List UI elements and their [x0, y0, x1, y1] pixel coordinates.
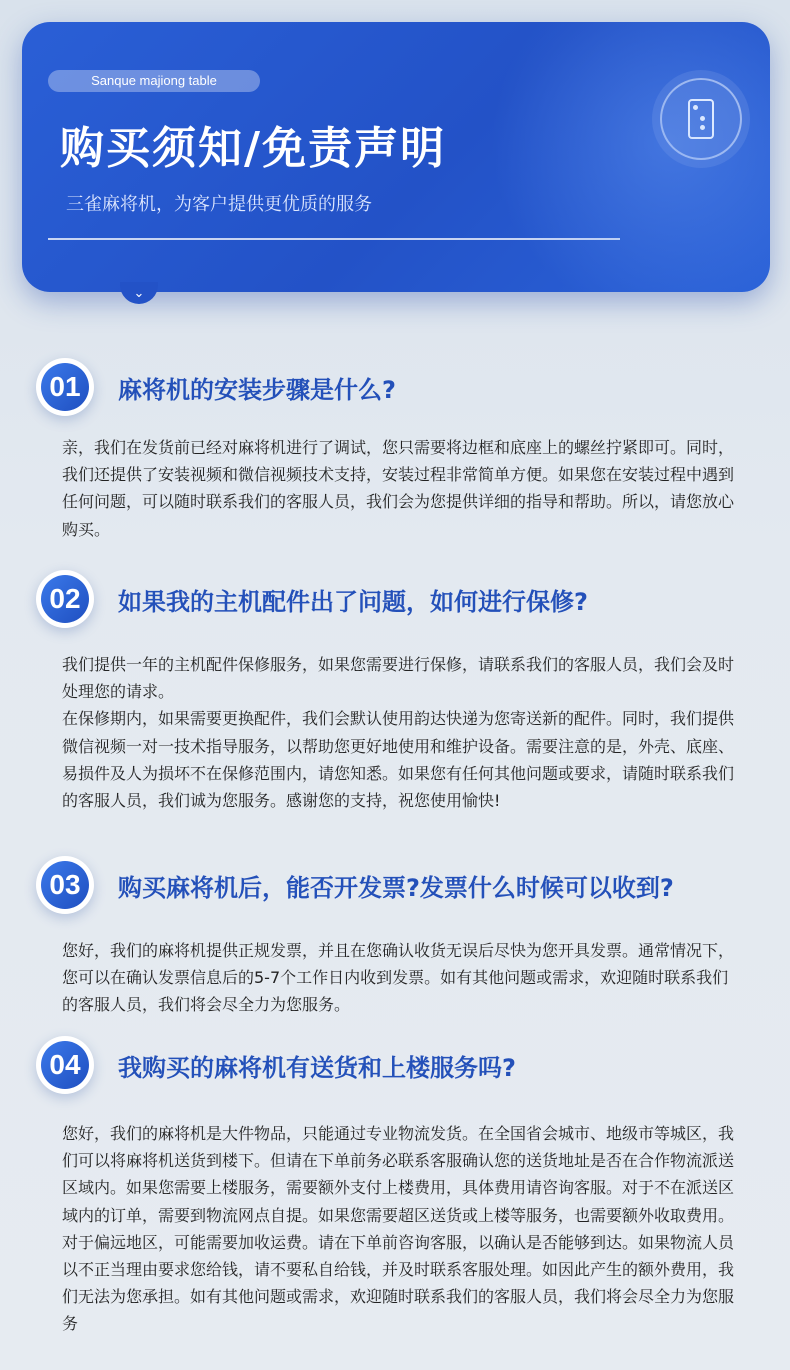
- number-badge: [36, 358, 94, 416]
- number-badge-label: 01: [41, 363, 89, 411]
- faq-answer: [62, 1120, 742, 1338]
- faq-answer: [62, 651, 742, 814]
- faq-question: 麻将机的安装步骤是什么?: [118, 376, 396, 404]
- faq-question: 购买麻将机后，能否开发票?发票什么时候可以收到?: [118, 874, 674, 902]
- page-title: 购买须知/免责声明: [60, 123, 447, 174]
- answer-paragraph: 在保修期内，如果需要更换配件，我们会默认使用韵达快递为您寄送新的配件。同时，我们提供微信视频一对一技术指导服务，以帮助您更好地使用和维护设备。需要注意的是，外壳、底座、易损件及人为损坏不在保修范围内，请您知悉。如果您有任何其他问题或要求，请随时联系我们的客服人员，我们诚为您服务。感谢您的支持，祝您使用愉快!: [62, 709, 735, 811]
- number-badge-label: 04: [41, 1041, 89, 1089]
- faq-question: 如果我的主机配件出了问题，如何进行保修?: [118, 588, 588, 616]
- answer-paragraph: 您好，我们的麻将机提供正规发票，并且在您确认收货无误后尽快为您开具发票。通常情况下，您可以在确认发票信息后的5-7个工作日内收到发票。如有其他问题或需求，欢迎随时联系我们的客服人员，我们将会尽全力为您服务。: [62, 941, 735, 1015]
- header-divider: [48, 238, 620, 240]
- brand-english-label: Sanque majiong table: [48, 70, 260, 92]
- answer-paragraph: 我们提供一年的主机配件保修服务，如果您需要进行保修，请联系我们的客服人员，我们会及时处理您的请求。: [62, 655, 735, 702]
- number-badge-label: 03: [41, 861, 89, 909]
- faq-answer: [62, 937, 742, 1019]
- chevron-down-icon: ⌄: [120, 282, 158, 304]
- number-badge: [36, 1036, 94, 1094]
- mahjong-tile-icon: [660, 78, 742, 160]
- answer-paragraph: 亲，我们在发货前已经对麻将机进行了调试，您只需要将边框和底座上的螺丝拧紧即可。同时，我们还提供了安装视频和微信视频技术支持，安装过程非常简单方便。如果您在安装过程中遇到任何问题，可以随时联系我们的客服人员，我们会为您提供详细的指导和帮助。所以，请您放心购买。: [62, 438, 735, 539]
- answer-paragraph: 您好，我们的麻将机是大件物品，只能通过专业物流发货。在全国省会城市、地级市等城区，我们可以将麻将机送货到楼下。但请在下单前务必联系客服确认您的送货地址是否在合作物流派送区域内。如果您需要上楼服务，需要额外支付上楼费用，具体费用请咨询客服。对于不在派送区域内的订单，需要到物流网点自提。如果您需要超区送货或上楼等服务，也需要额外收取费用。对于偏远地区，可能需要加收运费。请在下单前咨询客服，以确认是否能够到达。如果物流人员以不正当理由要求您给钱，请不要私自给钱，并及时联系客服处理。如因此产生的额外费用，我们无法为您承担。如有其他问题或需求，欢迎随时联系我们的客服人员，我们将会尽全力为您服务: [62, 1124, 735, 1334]
- number-badge: [36, 570, 94, 628]
- faq-question: 我购买的麻将机有送货和上楼服务吗?: [118, 1054, 516, 1082]
- faq-answer: [62, 434, 742, 543]
- number-badge: [36, 856, 94, 914]
- number-badge-label: 02: [41, 575, 89, 623]
- header-banner: [22, 22, 770, 292]
- page-subtitle: 三雀麻将机，为客户提供更优质的服务: [66, 194, 372, 215]
